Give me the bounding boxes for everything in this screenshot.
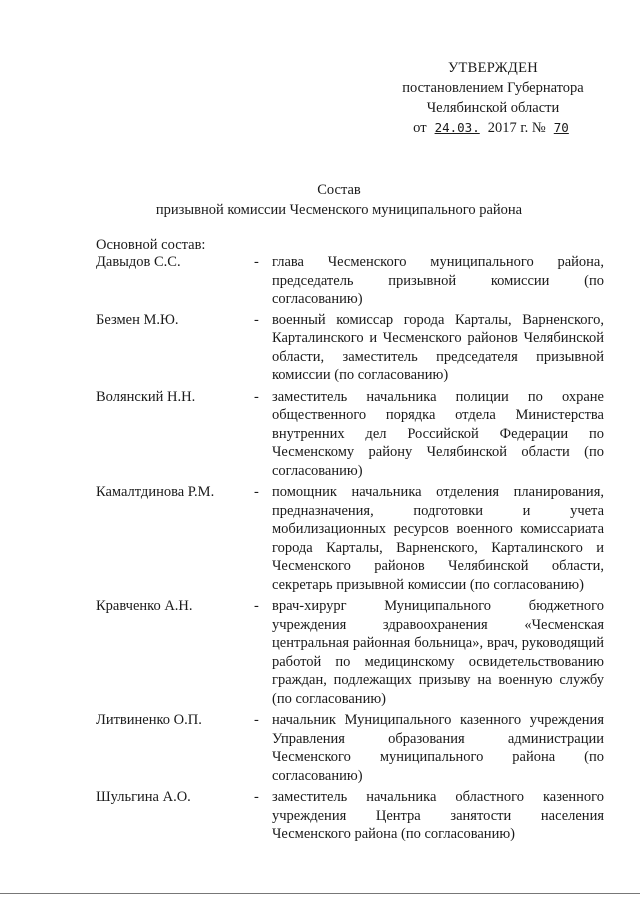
member-row [96,388,604,481]
page-bottom-rule [0,893,640,894]
members-list [96,253,604,844]
member-name: Камалтдинова Р.М. [96,484,215,500]
member-row [96,597,604,708]
member-name: Безмен М.Ю. [96,311,179,328]
member-row [96,711,604,785]
approval-date-line [388,118,598,138]
member-role: помощник начальника отделения планирования, предназначения, подготовки и учета мобилизационных ресурсов военного комиссариата города Карталы, Варненского, Карталинского и Чесменского районов Челябинской области, секретарь призывной комиссии (по согласованию) [272,484,604,593]
date-value: 24.03. [434,120,480,135]
member-name: Волянский Н.Н. [96,388,196,405]
member-role: глава Чесменского муниципального района, председатель призывной комиссии (по согласованию) [272,254,604,307]
title-line-2: призывной комиссии Чесменского муниципального района [155,202,523,218]
date-prefix: от [413,120,427,136]
approved-heading: УТВЕРЖДЕН [447,60,539,76]
member-role: начальник Муниципального казенного учреждения Управления образования администрации Чесменского муниципального района (по согласованию) [272,712,604,784]
year-text: 2017 г. № [487,120,546,136]
member-role: врач-хирург Муниципального бюджетного учреждения здравоохранения «Чесменская центральная районная больница», врач, руководящий работой по медицинскому освидетельствованию граждан, подлежащих призыву на военную службу (по согласованию) [272,598,604,707]
member-dash: - [254,388,259,405]
member-name: Давыдов С.С. [96,254,181,270]
approval-line-2: Челябинской области [426,100,560,116]
section-label: Основной состав: [96,237,206,253]
approval-stamp [388,58,598,138]
member-dash: - [254,311,259,328]
member-dash: - [254,484,259,500]
title-line-1: Состав [317,182,361,198]
member-row [96,253,604,309]
member-dash: - [254,598,259,614]
decree-number: 70 [553,120,569,135]
member-role: заместитель начальника полиции по охране общественного порядка отдела Министерства внутренних дел Российской Федерации по Чесменскому району Челябинской области (по согласованию) [272,388,604,479]
member-role: военный комиссар города Карталы, Варненского, Карталинского и Чесменского районов Челябинской области, заместитель председателя призывной комиссии (по согласованию) [272,311,604,383]
member-dash: - [254,789,259,805]
document-title [100,180,578,220]
member-name: Кравченко А.Н. [96,598,193,614]
member-name: Литвиненко О.П. [96,712,202,728]
approval-line-1: постановлением Губернатора [402,80,584,96]
member-row [96,311,604,385]
member-row [96,483,604,594]
member-name: Шульгина А.О. [96,789,191,805]
member-dash: - [254,712,259,728]
member-row [96,788,604,844]
member-role: заместитель начальника областного казенного учреждения Центра занятости населения Чесменского района (по согласованию) [272,789,604,842]
member-dash: - [254,254,259,270]
